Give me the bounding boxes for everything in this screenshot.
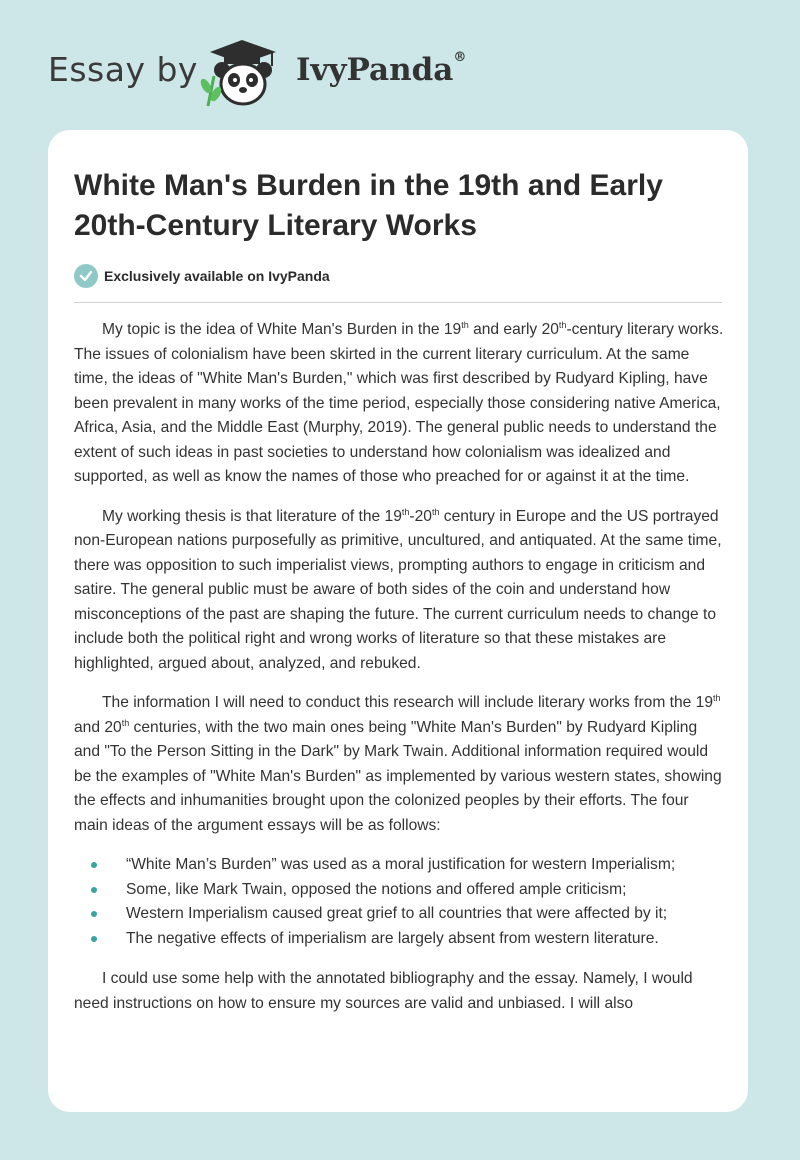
panda-logo-icon (198, 36, 294, 108)
paragraph-1: My topic is the idea of White Man's Burden in the 19th and early 20th-century literary works. The issues of colonialism have been skirted in the current literary curriculum. At the same time, the ideas of "White Man's Burden," which was first described by Rudyard Kipling, have been prevalent in many works of the time period, especially those considering native America, Africa, Asia, and the Middle East (Murphy, 2019). The general public needs to understand the extent of such ideas in past societies to understand how colonialism was idealized and supported, as well as know the names of those who preached for or against it at the time. (74, 319, 724, 485)
paragraph-3: The information I will need to conduct this research will include literary works from the 19th and 20th centuries, with the two main ones being "White Man's Burden" by Rudyard Kipling and "To the Person Sitting in the Dark" by Mark Twain. Additional information required would be the examples of "White Man's Burden" as implemented by various western states, showing the effects and inhumanities brought upon the colonized peoples by their efforts. The four main ideas of the argument essays will be as follows: (74, 692, 722, 834)
exclusive-badge (74, 264, 330, 288)
argument-list (74, 853, 726, 951)
bullet-dot-icon (91, 862, 97, 868)
brand-name[interactable] (296, 52, 466, 88)
essay-body (74, 318, 726, 1031)
essay-title: White Man's Burden in the 19th and Early 20th-Century Literary Works (74, 169, 663, 242)
list-item: Western Imperialism caused great grief to all countries that were affected by it; (74, 902, 726, 927)
bullet-dot-icon (91, 936, 97, 942)
exclusive-text: Exclusively available on IvyPanda (104, 268, 330, 284)
list-item: The negative effects of imperialism are largely absent from western literature. (74, 927, 726, 952)
list-item: Some, like Mark Twain, opposed the notions and offered ample criticism; (74, 878, 726, 903)
registered-mark: ® (453, 50, 467, 65)
list-item: “White Man’s Burden” was used as a moral justification for western Imperialism; (74, 853, 726, 878)
checkmark-icon (74, 264, 98, 288)
divider (74, 302, 722, 303)
bullet-dot-icon (91, 887, 97, 893)
site-header (0, 0, 800, 130)
essay-card (48, 130, 748, 1112)
brand-name-text: IvyPanda (296, 52, 454, 88)
paragraph-2: My working thesis is that literature of the 19th-20th century in Europe and the US portrayed non-European nations purposefully as primitive, uncultured, and antiquated. At the same time, there was opposition to such imperialist views, prompting authors to engage in criticism and satire. The general public must be aware of both sides of the coin and understand how misconceptions of the past are shaping the future. The current curriculum needs to change to include both the political right and wrong works of literature so that these mistakes are highlighted, argued about, analyzed, and rebuked. (74, 506, 722, 672)
bullet-dot-icon (91, 911, 97, 917)
paragraph-4: I could use some help with the annotated bibliography and the essay. Namely, I would need instructions on how to ensure my sources are valid and unbiased. I will also (74, 970, 693, 1012)
brand-prefix: Essay by (48, 50, 198, 89)
